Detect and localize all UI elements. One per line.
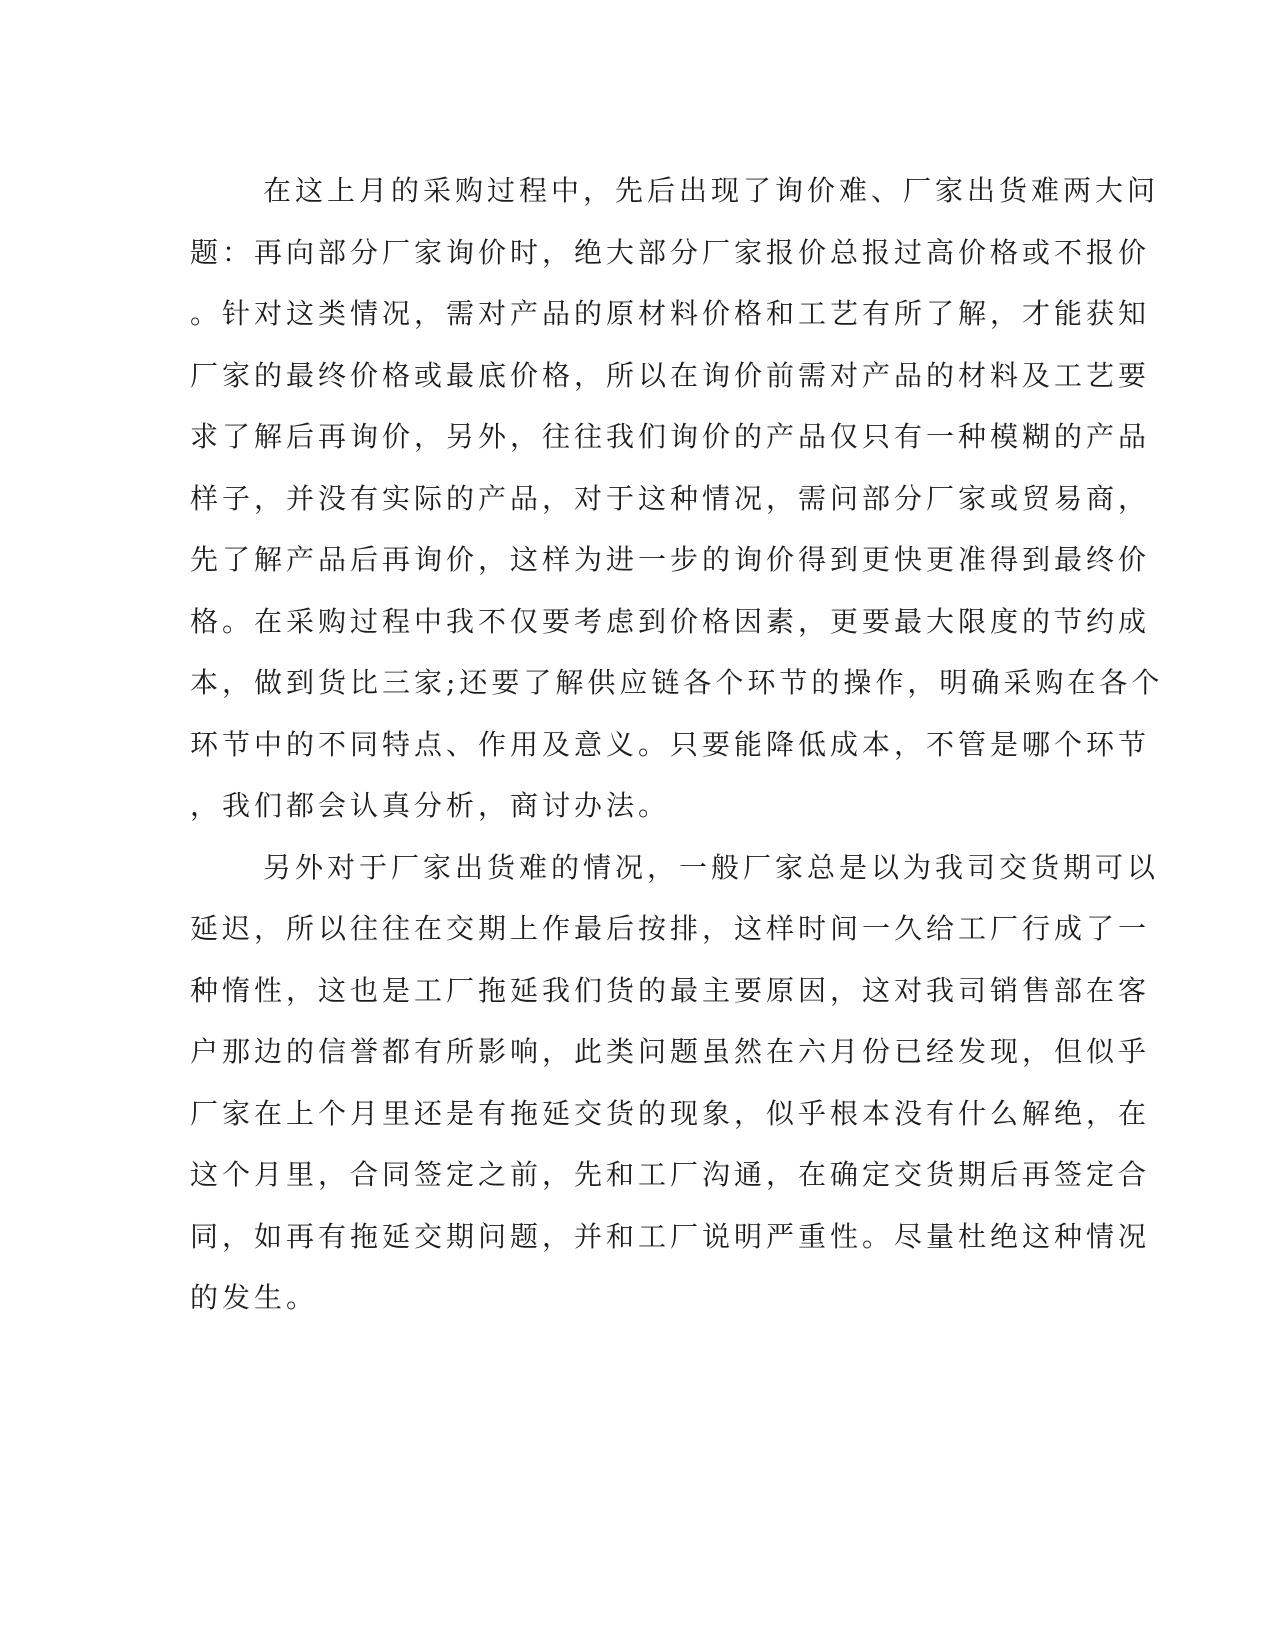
text-line: 的发生。	[190, 1281, 319, 1314]
text-line: 厂家的最终价格或最底价格，所以在询价前需对产品的材料及工艺要	[190, 358, 1151, 392]
text-line: 同，如再有拖延交期问题，并和工厂说明严重性。尽量杜绝这种情况	[190, 1219, 1151, 1253]
text-line: 本，做到货比三家;还要了解供应链各个环节的操作，明确采购在各个	[190, 666, 1164, 699]
paragraph-2	[190, 837, 1160, 1329]
body-text	[190, 160, 1164, 1329]
paragraph-1	[190, 160, 1164, 837]
text-line: 格。在采购过程中我不仅要考虑到价格因素，更要最大限度的节约成	[190, 604, 1151, 638]
text-line: 样子，并没有实际的产品，对于这种情况，需问部分厂家或贸易商，	[190, 481, 1151, 515]
text-line: 题：再向部分厂家询价时，绝大部分厂家报价总报过高价格或不报价	[190, 235, 1151, 269]
text-line: 厂家在上个月里还是有拖延交货的现象，似乎根本没有什么解绝，在	[190, 1096, 1151, 1130]
text-line: 。针对这类情况，需对产品的原材料价格和工艺有所了解，才能获知	[190, 297, 1151, 330]
text-line: ，我们都会认真分析，商讨办法。	[190, 789, 671, 822]
text-line: 延迟，所以往往在交期上作最后按排，这样时间一久给工厂行成了一	[190, 912, 1151, 945]
text-line: 户那边的信誉都有所影响，此类问题虽然在六月份已经发现，但似乎	[190, 1035, 1151, 1068]
text-line: 环节中的不同特点、作用及意义。只要能降低成本，不管是哪个环节	[190, 727, 1151, 761]
text-line: 求了解后再询价，另外，往往我们询价的产品仅只有一种模糊的产品	[190, 420, 1151, 453]
text-line: 这个月里，合同签定之前，先和工厂沟通，在确定交货期后再签定合	[190, 1158, 1151, 1191]
text-line: 在这上月的采购过程中，先后出现了询价难、厂家出货难两大问	[263, 174, 1160, 207]
text-line: 另外对于厂家出货难的情况，一般厂家总是以为我司交货期可以	[263, 850, 1160, 884]
text-line: 种惰性，这也是工厂拖延我们货的最主要原因，这对我司销售部在客	[190, 973, 1151, 1007]
text-line: 先了解产品后再询价，这样为进一步的询价得到更快更准得到最终价	[190, 543, 1151, 576]
